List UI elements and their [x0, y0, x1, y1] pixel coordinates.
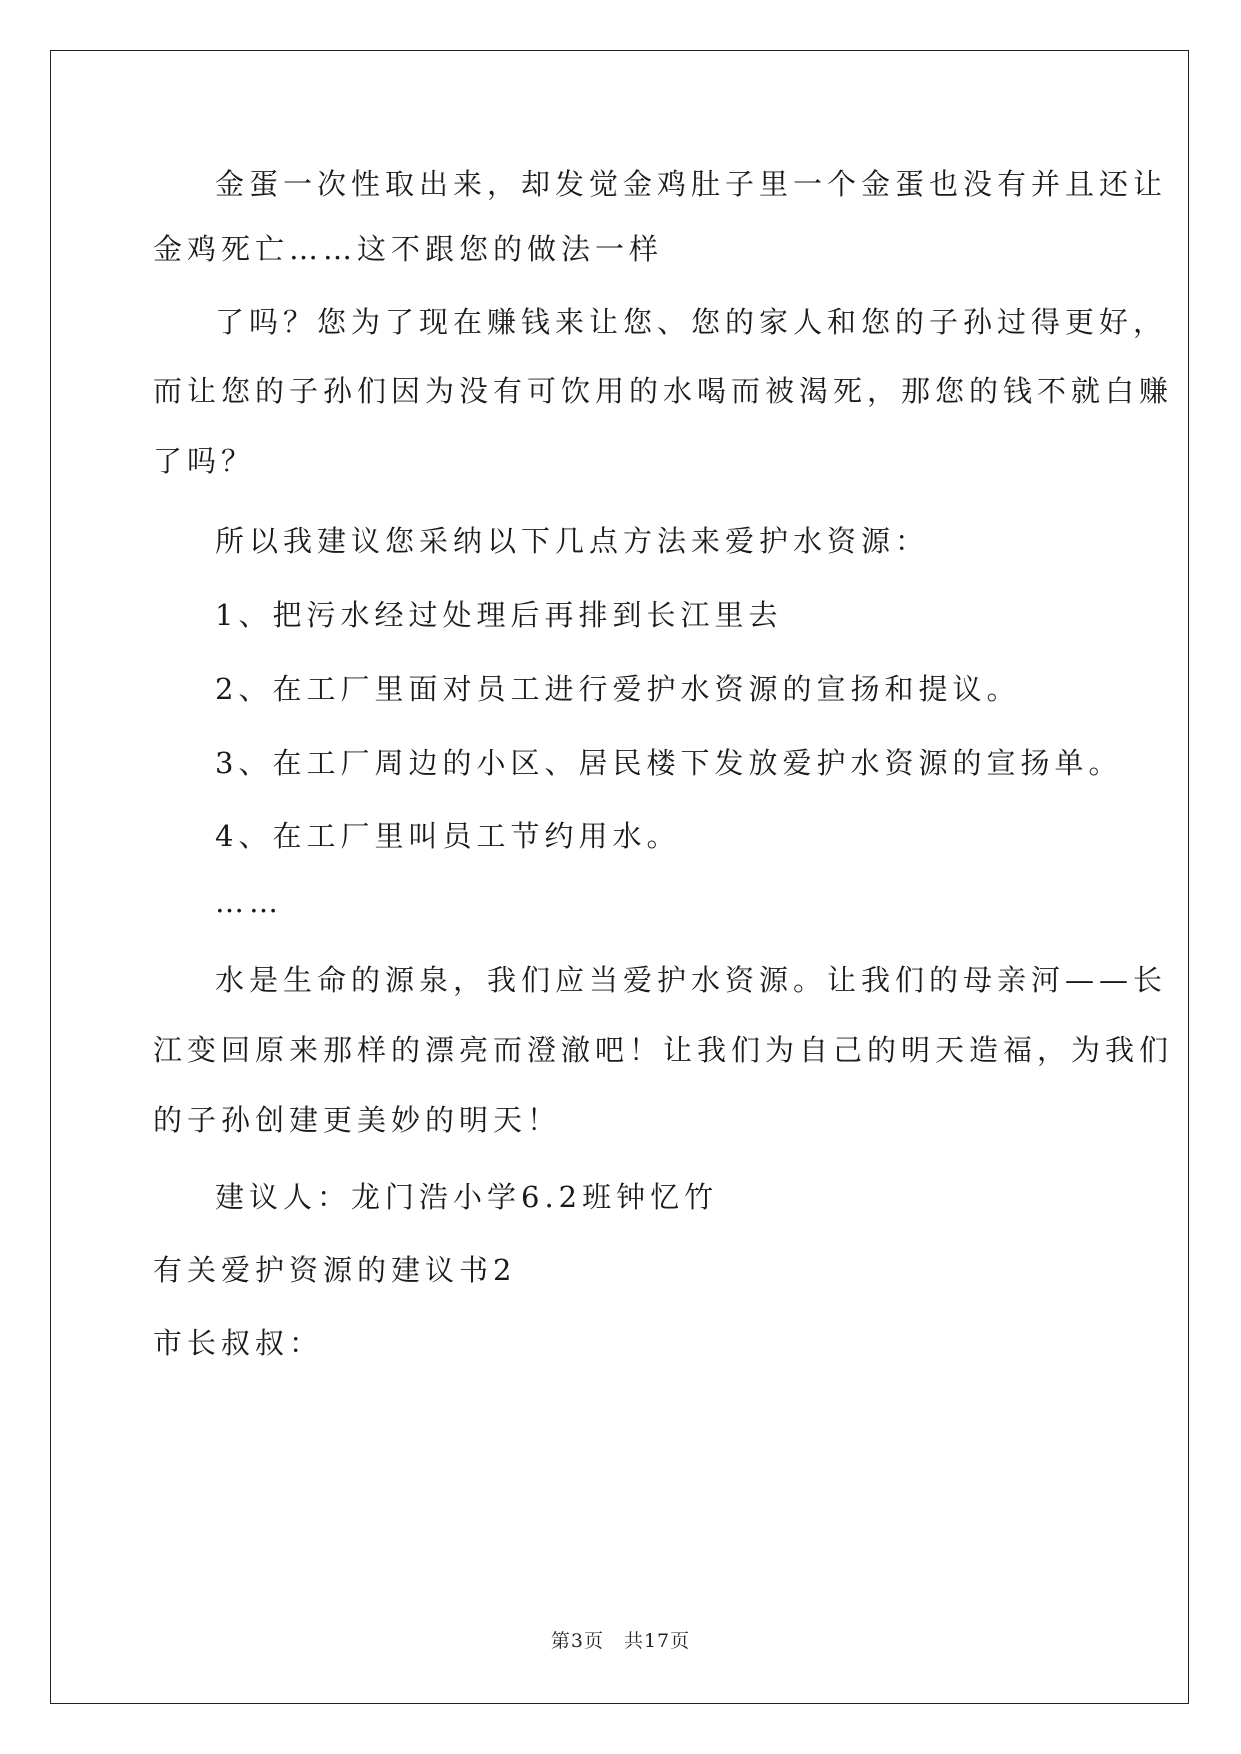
paragraph-line: 江变回原来那样的漂亮而澄澈吧！让我们为自己的明天造福，为我们	[153, 1033, 1174, 1067]
paragraph-line: 所以我建议您采纳以下几点方法来爱护水资源：	[215, 524, 930, 558]
paragraph-line: 的子孙创建更美妙的明天！	[153, 1103, 562, 1137]
page-total: 共17页	[623, 1630, 691, 1652]
page-footer	[0, 1626, 1241, 1653]
list-item: 3、在工厂周边的小区、居民楼下发放爱护水资源的宣扬单。	[215, 746, 1123, 780]
paragraph-line: 金蛋一次性取出来，却发觉金鸡肚子里一个金蛋也没有并且还让	[215, 167, 1168, 201]
paragraph-line: 了吗？您为了现在赚钱来让您、您的家人和您的子孙过得更好，	[215, 305, 1168, 339]
list-item: 2、在工厂里面对员工进行爱护水资源的宣扬和提议。	[215, 672, 1021, 706]
list-item: 4、在工厂里叫员工节约用水。	[215, 819, 681, 853]
paragraph-line: 金鸡死亡……这不跟您的做法一样	[153, 232, 664, 266]
signature-line: 建议人：龙门浩小学6.2班钟忆竹	[215, 1180, 719, 1214]
ellipsis-line: ……	[215, 885, 283, 919]
page-border	[50, 50, 1189, 1704]
paragraph-line: 而让您的子孙们因为没有可饮用的水喝而被渴死，那您的钱不就白赚	[153, 374, 1174, 408]
paragraph-line: 了吗？	[153, 444, 256, 478]
salutation-line: 市长叔叔：	[153, 1326, 324, 1360]
list-item: 1、把污水经过处理后再排到长江里去	[215, 598, 783, 632]
page-number: 第3页	[550, 1630, 604, 1652]
section-title: 有关爱护资源的建议书2	[153, 1253, 517, 1287]
paragraph-line: 水是生命的源泉，我们应当爱护水资源。让我们的母亲河——长	[215, 963, 1168, 997]
